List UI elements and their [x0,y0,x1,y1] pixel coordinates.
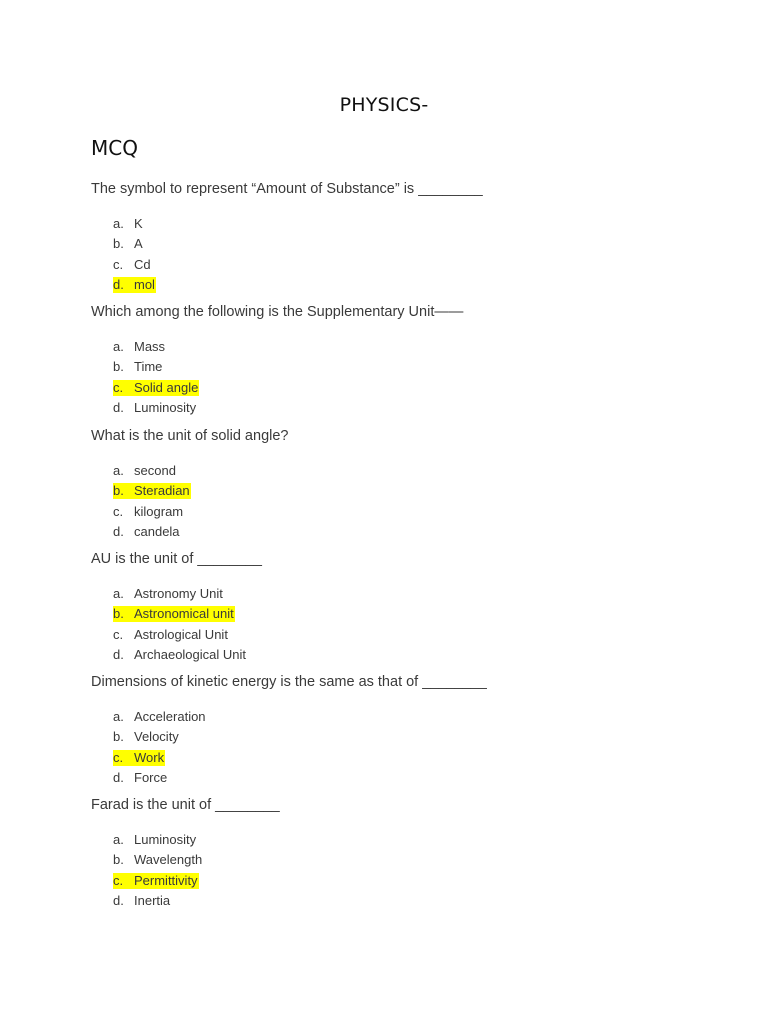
option-item [91,213,731,234]
option-label: mol [134,277,155,293]
option-label: Astronomy Unit [134,585,223,601]
option-item [91,460,731,481]
option-list [91,336,731,418]
option-highlight [113,770,167,786]
option-item [91,501,731,522]
option-label: Time [134,359,163,375]
option-item [91,706,731,727]
option-label: K [134,215,143,231]
option-label: Astrological Unit [134,626,228,642]
option-item [91,645,731,666]
option-highlight [113,524,180,540]
option-item [91,727,731,748]
option-item-correct [91,870,731,891]
option-label: Luminosity [134,831,197,847]
option-label: Acceleration [134,708,206,724]
option-letter: b. [113,606,124,622]
option-label: Steradian [134,483,190,499]
option-item-correct [91,481,731,502]
option-item-correct [91,275,731,296]
option-highlight [113,257,151,273]
option-highlight [113,852,202,868]
option-label: Luminosity [134,400,197,416]
option-item-correct [91,747,731,768]
option-label: Force [134,770,168,786]
question-text: Dimensions of kinetic energy is the same as that of ________ [91,674,487,690]
option-label: Cd [134,256,151,272]
option-list [91,706,731,788]
question-2 [91,302,731,418]
option-list [91,583,731,665]
question-5 [91,672,731,788]
option-label: A [134,236,143,252]
option-label: Archaeological Unit [134,647,247,663]
option-highlight [113,483,191,499]
option-letter: c. [113,872,124,888]
option-label: Permittivity [134,872,198,888]
option-label: Astronomical unit [134,606,234,622]
option-item [91,336,731,357]
option-letter: b. [113,852,124,868]
option-highlight [113,380,199,396]
option-label: Work [134,749,165,765]
option-highlight [113,463,176,479]
option-highlight [113,709,206,725]
option-letter: d. [113,647,124,663]
option-letter: c. [113,626,124,642]
question-text: Farad is the unit of ________ [91,797,280,813]
option-list [91,213,731,295]
option-label: candela [134,524,180,540]
option-list [91,829,731,911]
option-letter: b. [113,359,124,375]
option-item [91,583,731,604]
option-letter: a. [113,708,124,724]
option-item-correct [91,377,731,398]
option-highlight [113,647,246,663]
option-letter: b. [113,729,124,745]
option-item [91,891,731,912]
question-text: Which among the following is the Supplementary Unit—— [91,304,464,320]
option-label: Velocity [134,729,179,745]
option-item [91,254,731,275]
option-item [91,829,731,850]
option-item [91,357,731,378]
option-highlight [113,586,223,602]
question-4 [91,549,731,665]
option-item [91,398,731,419]
option-item [91,768,731,789]
option-label: second [134,462,176,478]
question-text: What is the unit of solid angle? [91,428,289,444]
option-letter: a. [113,585,124,601]
option-letter: d. [113,893,124,909]
option-highlight [113,339,165,355]
section-heading: MCQ [91,136,138,160]
option-highlight [113,750,165,766]
option-highlight [113,359,162,375]
option-highlight [113,400,196,416]
question-text: AU is the unit of ________ [91,551,262,567]
option-letter: a. [113,831,124,847]
option-highlight [113,893,170,909]
option-label: kilogram [134,503,184,519]
option-letter: c. [113,503,124,519]
question-text: The symbol to represent “Amount of Substance” is ________ [91,181,483,197]
page-title: PHYSICS- [339,94,429,116]
option-label: Wavelength [134,852,203,868]
option-highlight [113,627,228,643]
option-highlight [113,873,199,889]
option-highlight [113,832,196,848]
option-letter: a. [113,215,124,231]
option-highlight [113,216,143,232]
option-item [91,850,731,871]
option-label: Solid angle [134,379,199,395]
question-6 [91,795,731,911]
option-highlight [113,277,156,293]
option-list [91,460,731,542]
option-item-correct [91,604,731,625]
option-letter: b. [113,236,124,252]
option-letter: d. [113,770,124,786]
option-item [91,624,731,645]
option-letter: a. [113,462,124,478]
option-highlight [113,504,183,520]
option-letter: d. [113,524,124,540]
option-label: Inertia [134,893,171,909]
question-1 [91,179,731,295]
option-letter: c. [113,749,124,765]
option-highlight [113,606,235,622]
option-letter: c. [113,379,124,395]
option-label: Mass [134,338,166,354]
option-letter: c. [113,256,124,272]
option-item [91,522,731,543]
option-letter: d. [113,400,124,416]
option-letter: d. [113,277,124,293]
option-highlight [113,236,143,252]
option-highlight [113,729,179,745]
option-item [91,234,731,255]
question-3 [91,426,731,542]
option-letter: a. [113,338,124,354]
option-letter: b. [113,483,124,499]
